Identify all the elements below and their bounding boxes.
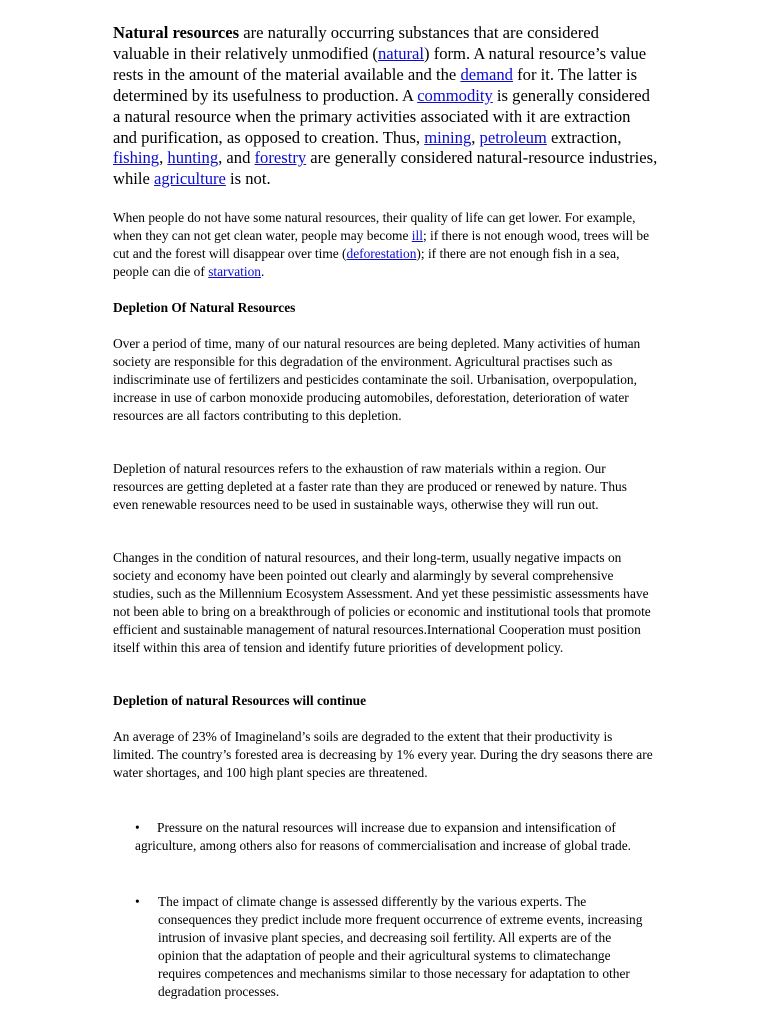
intro-text: , — [471, 127, 480, 147]
list-item — [135, 819, 635, 855]
link-fishing[interactable]: fishing — [113, 148, 160, 168]
paragraph-imagineland: An average of 23% of Imagineland’s soils are degraded to the extent that their productivity is limited. The country’s forested area is decreasing by 1% every year. During the dry seasons there are water shortages, and 100 high plant species are threatened. — [113, 729, 653, 780]
link-agriculture[interactable]: agriculture — [154, 169, 226, 189]
list-item-text: Pressure on the natural resources will increase due to expansion and intensification of agriculture, among others also for reasons of commercialisation and increase of global trade. — [135, 820, 632, 853]
heading-depletion-continue: Depletion of natural Resources will continue — [113, 693, 367, 708]
link-ill[interactable]: ill — [411, 228, 423, 243]
intro-text: are naturally occurring substances that are considered valuable in their relatively unmodified ( — [113, 23, 599, 63]
intro-text: , — [159, 148, 168, 168]
intro-text: , and — [218, 148, 255, 168]
intro-text: ) form. A natural resource’s value rests in the amount of the material available and the — [113, 43, 647, 84]
paragraph-text: ); if there are not enough fish in a sea, people can die of — [113, 246, 620, 279]
intro-lead-term: Natural resources — [113, 23, 240, 42]
intro-paragraph — [113, 23, 658, 190]
intro-text: are generally considered natural-resource industries, while — [113, 148, 658, 189]
list-item — [135, 893, 645, 1001]
link-starvation[interactable]: starvation — [208, 264, 261, 279]
link-commodity[interactable]: commodity — [417, 85, 493, 105]
bullet-icon: • — [135, 894, 140, 909]
intro-text: is generally considered a natural resource when the primary activities associated with it are extraction and purification, as opposed to creation. Thus, — [113, 85, 650, 147]
intro-text: extraction, — [546, 127, 622, 147]
intro-text: is not. — [225, 169, 271, 189]
link-deforestation[interactable]: deforestation — [346, 246, 417, 261]
heading-depletion: Depletion Of Natural Resources — [113, 300, 296, 315]
paragraph-depletion-activities: Over a period of time, many of our natural resources are being depleted. Many activities of human society are responsible for this degradation of the environment. Agricultural practises such as indiscriminate use of fertilizers and pesticides contaminate the soil. Urbanisation, overpopulation, increase in use of carbon monoxide producing automobiles, deforestation, deterioration of water resources are all factors contributing to this depletion. — [113, 336, 641, 423]
list-item-text: The impact of climate change is assessed differently by the various experts. The consequences they predict include more frequent occurrence of extreme events, increasing intrusion of invasive plant species, and decreasing soil fertility. All experts are of the opinion that the adaptation of people and their agricultural systems to climatechange requires competences and mechanisms similar to those necessary for adaptation to other degradation processes. — [158, 894, 643, 999]
link-natural[interactable]: natural — [377, 43, 425, 63]
paragraph-text: When people do not have some natural resources, their quality of life can get lower. For example, when they can not get clean water, people may become — [113, 210, 636, 243]
bullet-icon: • — [135, 820, 140, 835]
paragraph-quality-of-life — [113, 209, 655, 281]
link-petroleum[interactable]: petroleum — [479, 127, 547, 147]
link-demand[interactable]: demand — [460, 64, 513, 84]
link-mining[interactable]: mining — [424, 127, 472, 147]
link-forestry[interactable]: forestry — [254, 148, 307, 168]
paragraph-changes-condition: Changes in the condition of natural resources, and their long-term, usually negative impacts on society and economy have been pointed out clearly and alarmingly by several comprehensive studies, such as the Millennium Ecosystem Assessment. And yet these pessimistic assessments have not been able to bring on a breakthrough of policies or economic and institutional tools that promote efficient and sustainable management of natural resources.International Cooperation must position itself within this area of tension and identify future priorities of development policy. — [113, 550, 651, 655]
paragraph-depletion-definition: Depletion of natural resources refers to the exhaustion of raw materials within a region. Our resources are getting depleted at a faster rate than they are produced or renewed by nature. Thus even renewable resources need to be used in sustainable ways, otherwise they will run out. — [113, 461, 627, 512]
link-hunting[interactable]: hunting — [167, 148, 219, 168]
paragraph-text: . — [261, 264, 265, 279]
paragraph-text: ; if there is not enough wood, trees will be cut and the forest will disappear over time ( — [113, 228, 650, 261]
intro-text: for it. The latter is determined by its usefulness to production. A — [113, 64, 638, 105]
